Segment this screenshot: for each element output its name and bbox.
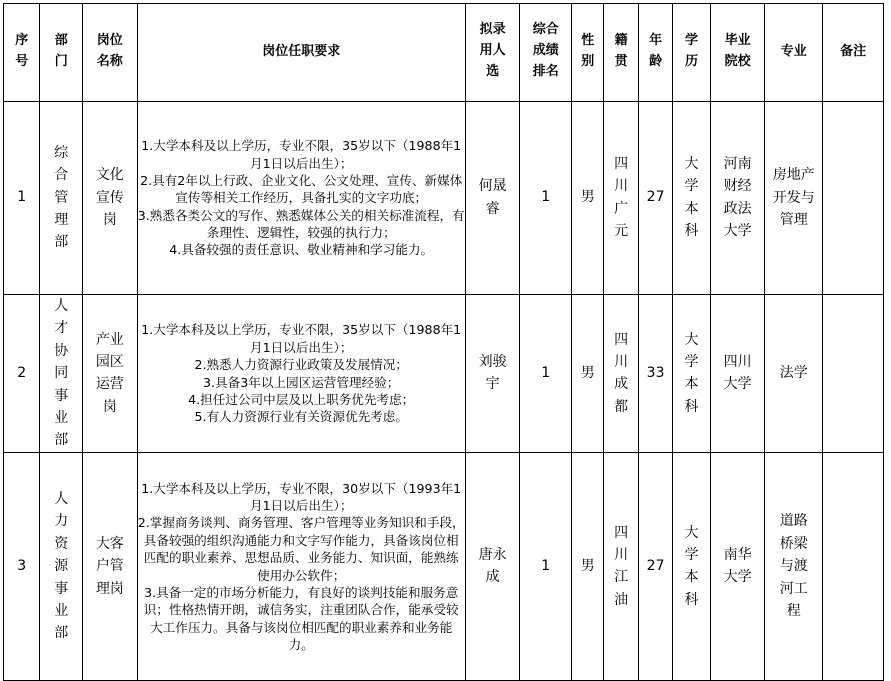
cell-education: 大学本科 <box>673 453 710 681</box>
cell-remark <box>823 295 884 453</box>
cell-candidate: 唐永成 <box>465 453 520 681</box>
cell-education: 大学本科 <box>673 295 710 453</box>
header-school: 毕业院校 <box>710 4 765 102</box>
header-no: 序号 <box>4 4 40 102</box>
cell-requirements <box>137 102 465 295</box>
header-row <box>4 4 884 102</box>
table-row <box>4 453 884 681</box>
requirement-line: 1.大学本科及以上学历，专业不限，30岁以下（1993年1月1日以后出生）； <box>141 480 462 514</box>
cell-no: 3 <box>4 453 40 681</box>
requirement-line: 3.具备3年以上园区运营管理经验； <box>203 374 400 390</box>
cell-education: 大学本科 <box>673 102 710 295</box>
requirement-line: 1.大学本科及以上学历，专业不限，35岁以下（1988年1月1日以后出生）； <box>141 322 462 355</box>
hiring-roster-table <box>3 3 884 681</box>
requirement-line: 4.具备较强的责任意识、敬业精神和学习能力。 <box>169 242 434 258</box>
requirement-line: 4.担任过公司中层及以上职务优先考虑； <box>188 391 415 407</box>
cell-dept: 人才协同事业部 <box>40 295 83 453</box>
requirement-line: 1.大学本科及以上学历，专业不限，35岁以下（1988年1月1日以后出生）； <box>141 138 462 171</box>
header-rank: 综合成绩排名 <box>520 4 572 102</box>
requirement-line: 2.具有2年以上行政、企业文化、公文处理、宣传、新媒体宣传等相关工作经历，具备扎实的文字功底； <box>140 172 463 206</box>
cell-candidate: 何晟睿 <box>465 102 520 295</box>
requirement-line: 2.熟悉人力资源行业政策及发展情况； <box>194 357 408 373</box>
cell-age: 27 <box>638 453 672 681</box>
cell-remark <box>823 102 884 295</box>
cell-school: 南华大学 <box>710 453 765 681</box>
header-origin: 籍贯 <box>604 4 638 102</box>
header-requirements: 岗位任职要求 <box>137 4 465 102</box>
requirement-line: 5.有人力资源行业有关资源优先考虑。 <box>194 409 408 425</box>
cell-remark <box>823 453 884 681</box>
cell-requirements <box>137 295 465 453</box>
cell-no: 1 <box>4 102 40 295</box>
header-gender: 性别 <box>572 4 604 102</box>
cell-major: 法学 <box>765 295 823 453</box>
header-age: 年龄 <box>638 4 672 102</box>
requirement-line: 3.具备一定的市场分析能力，有良好的谈判技能和服务意识；性格热情开朗，诚信务实，注重团队合作，能承受较大工作压力。具备与该岗位相匹配的职业素养和业务能力。 <box>143 584 459 653</box>
cell-age: 33 <box>638 295 672 453</box>
cell-no: 2 <box>4 295 40 453</box>
header-major: 专业 <box>765 4 823 102</box>
cell-major: 道路桥梁与渡河工程 <box>765 453 823 681</box>
cell-gender: 男 <box>572 453 604 681</box>
cell-age: 27 <box>638 102 672 295</box>
cell-post: 大客户管理岗 <box>82 453 137 681</box>
cell-origin: 四川成都 <box>604 295 638 453</box>
table-row <box>4 102 884 295</box>
cell-requirements <box>137 453 465 681</box>
table-row <box>4 295 884 453</box>
cell-school: 河南财经政法大学 <box>710 102 765 295</box>
cell-school: 四川大学 <box>710 295 765 453</box>
requirement-line: 2.掌握商务谈判、商务管理、客户管理等业务知识和手段，具备较强的组织沟通能力和文字写作能力，具备该岗位相匹配的职业素养、思想品质、业务能力、知识面，能熟练使用办公软件； <box>137 515 465 583</box>
requirement-line: 3.熟悉各类公文的写作、熟悉媒体公关的相关标准流程，有条理性、逻辑性，较强的执行力； <box>137 207 465 241</box>
cell-gender: 男 <box>572 102 604 295</box>
cell-dept: 综合管理部 <box>40 102 83 295</box>
cell-post: 产业园区运营岗 <box>82 295 137 453</box>
cell-rank: 1 <box>520 453 572 681</box>
header-post: 岗位名称 <box>82 4 137 102</box>
header-candidate: 拟录用人选 <box>465 4 520 102</box>
cell-rank: 1 <box>520 295 572 453</box>
cell-origin: 四川江油 <box>604 453 638 681</box>
header-education: 学历 <box>673 4 710 102</box>
cell-major: 房地产开发与管理 <box>765 102 823 295</box>
cell-rank: 1 <box>520 102 572 295</box>
cell-origin: 四川广元 <box>604 102 638 295</box>
header-remark: 备注 <box>823 4 884 102</box>
cell-dept: 人力资源事业部 <box>40 453 83 681</box>
cell-gender: 男 <box>572 295 604 453</box>
cell-candidate: 刘骏宇 <box>465 295 520 453</box>
header-dept: 部门 <box>40 4 83 102</box>
cell-post: 文化宣传岗 <box>82 102 137 295</box>
